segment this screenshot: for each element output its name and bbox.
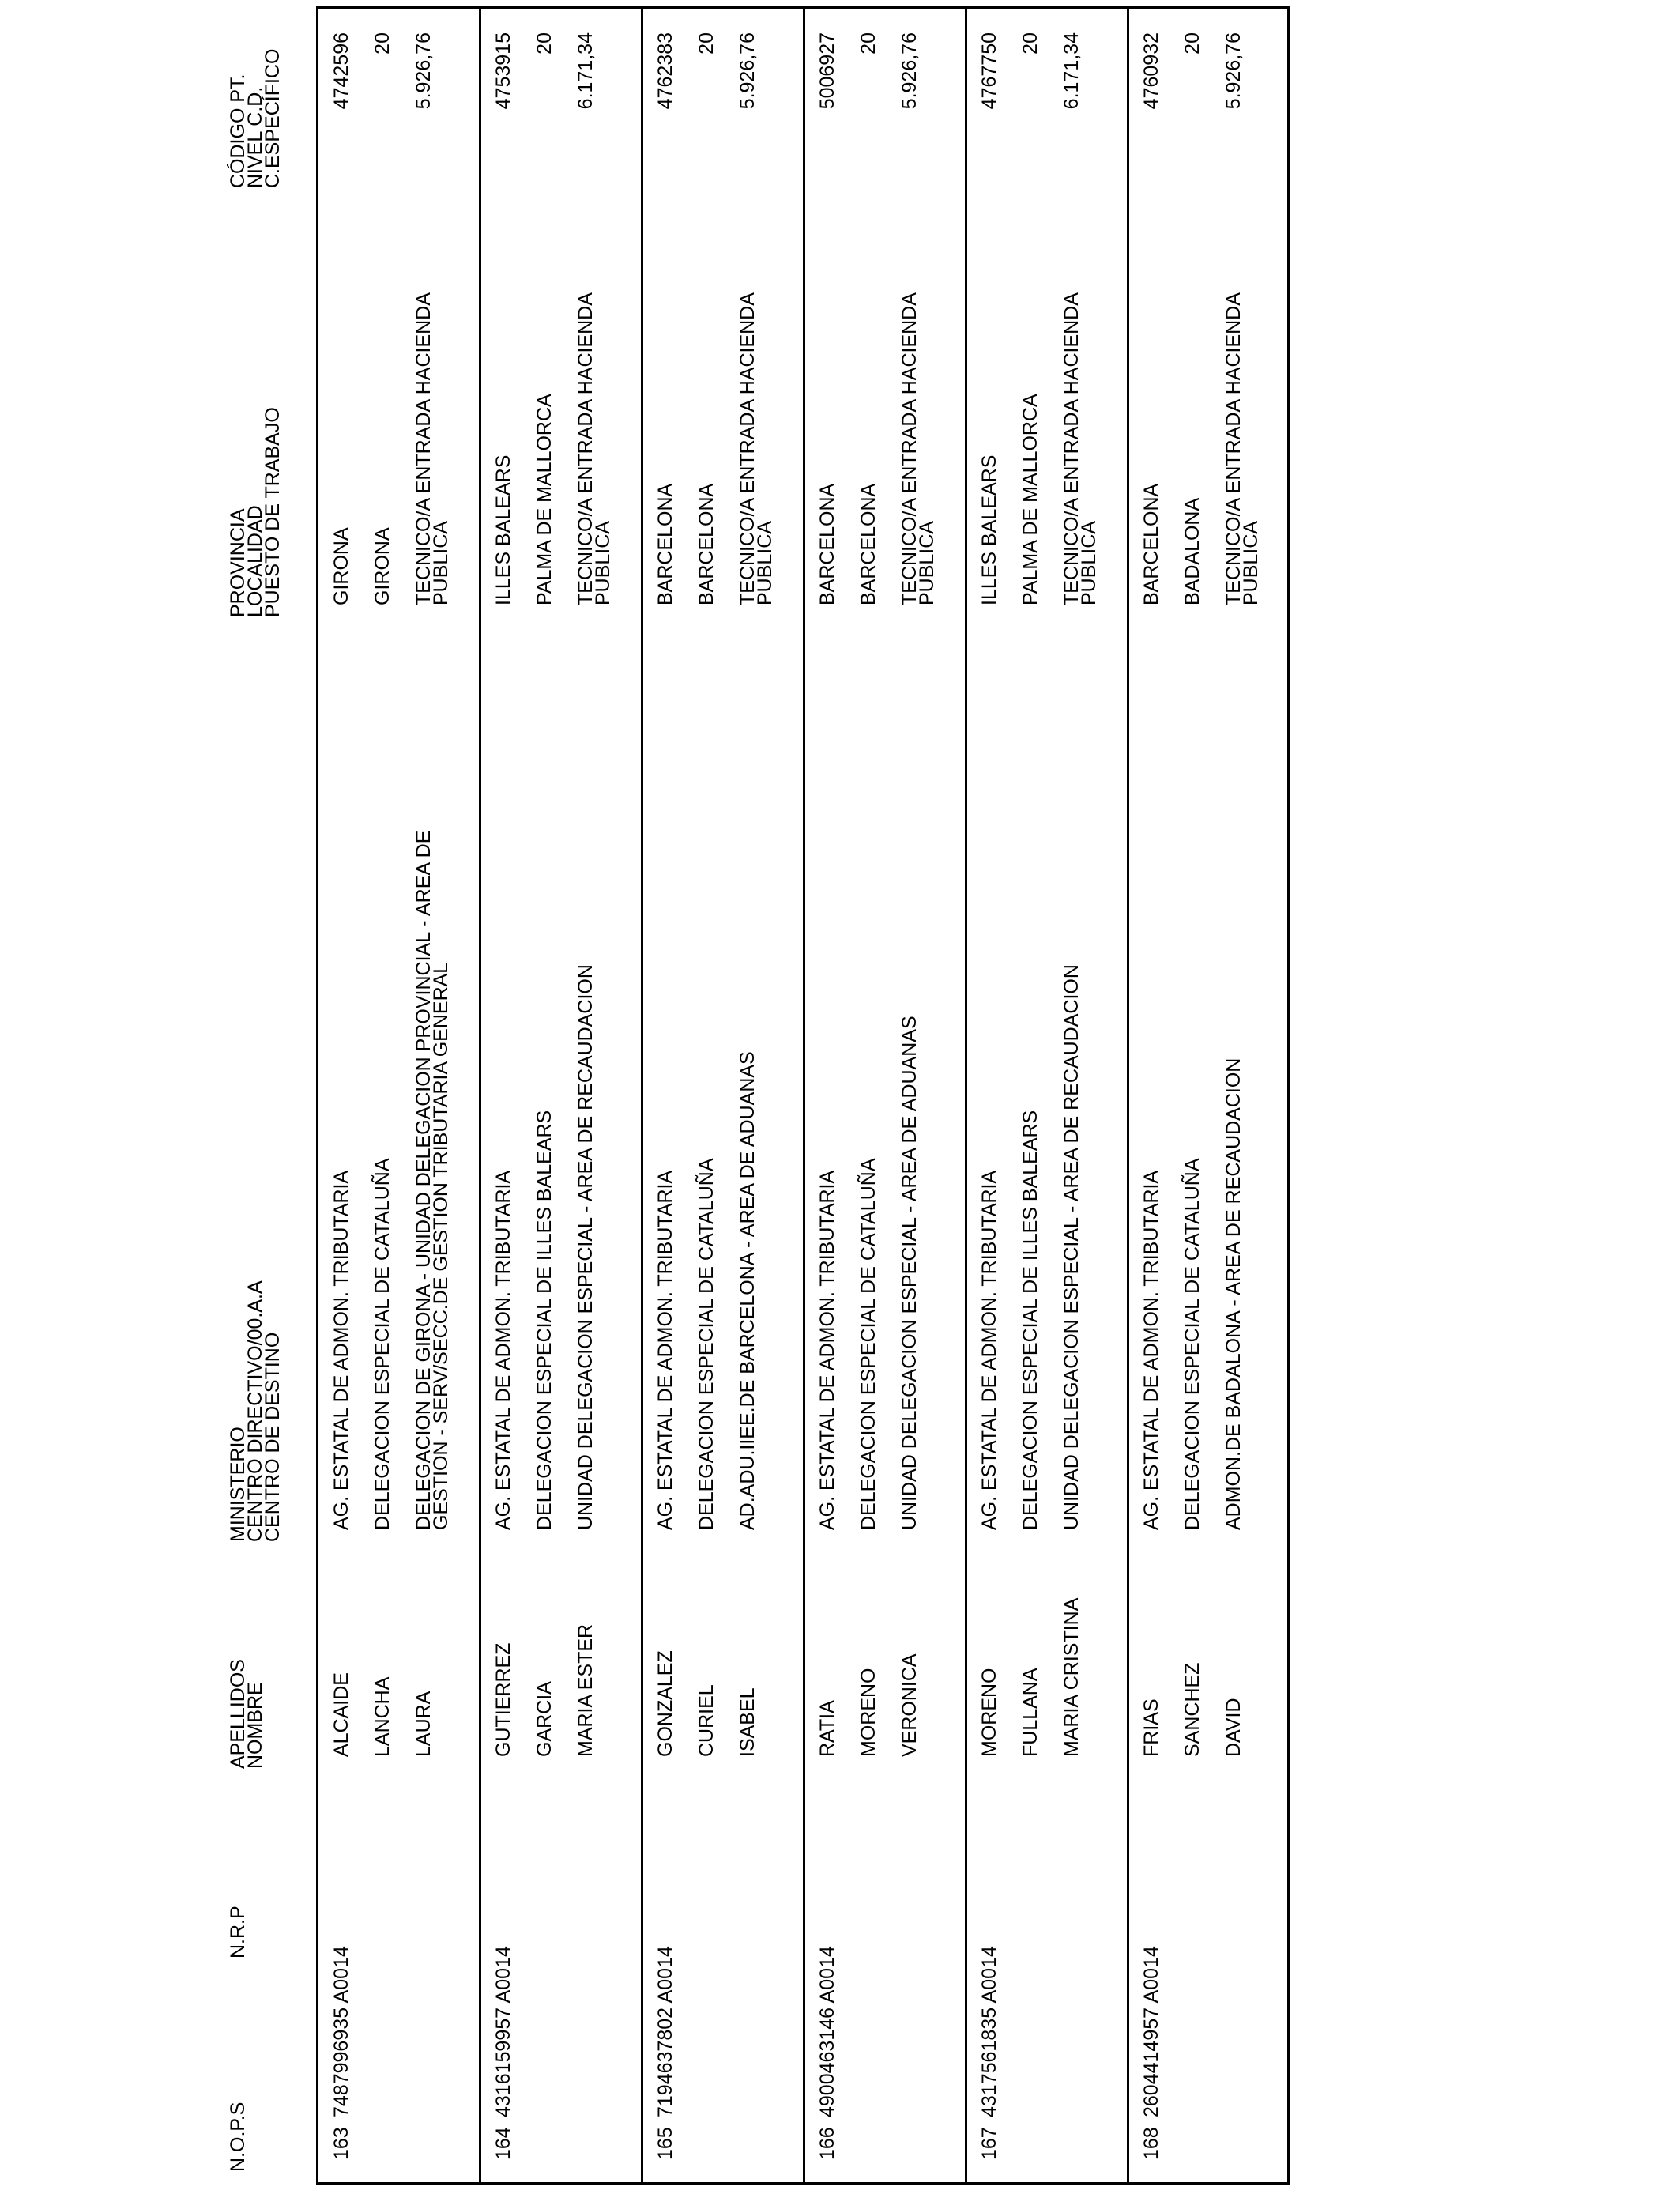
c-especifico: 5.926,76 [412, 32, 435, 110]
centro-destino-1: DELEGACION DE GIRONA - UNIDAD DELEGACION PROVINCIAL - AREA DE [412, 830, 435, 1530]
record-ministerio [1140, 1057, 1245, 1530]
record-nrp: 7194637802 A0014 [654, 1946, 676, 2117]
centro-directivo: DELEGACION ESPECIAL DE CATALUÑA [1181, 1158, 1203, 1530]
first-name: LAURA [412, 1691, 435, 1757]
record-provincia [492, 292, 614, 605]
record-names [816, 1653, 921, 1757]
provincia: BARCELONA [1140, 483, 1162, 605]
record-number: 164 [492, 2127, 514, 2160]
puesto-2: PUBLICA [754, 521, 776, 605]
first-name: MARIA ESTER [574, 1623, 597, 1757]
record-names [1140, 1662, 1245, 1757]
record-provincia [816, 292, 938, 605]
record-number: 166 [816, 2127, 838, 2160]
puesto-1: TECNICO/A ENTRADA HACIENDA [574, 292, 597, 605]
puesto-1: TECNICO/A ENTRADA HACIENDA [1060, 292, 1083, 605]
localidad: PALMA DE MALLORCA [1019, 394, 1042, 605]
puesto-2: PUBLICA [1078, 521, 1100, 605]
record-codigo [1140, 32, 1245, 270]
record-nrp: 2604414957 A0014 [1140, 1946, 1162, 2117]
localidad: BADALONA [1181, 497, 1203, 605]
table-row [318, 9, 480, 2182]
table-row [1128, 9, 1290, 2182]
record-provincia [330, 292, 452, 605]
surname-1: FRIAS [1140, 1698, 1162, 1757]
nivel-cd: 20 [695, 32, 718, 55]
record-nrp: 4316159957 A0014 [492, 1946, 514, 2117]
centro-destino-2: GESTION - SERV/SECC.DE GESTION TRIBUTARIA GENERAL [430, 962, 452, 1530]
centro-directivo: DELEGACION ESPECIAL DE CATALUÑA [371, 1158, 394, 1530]
codigo-pt: 4767750 [978, 32, 1000, 110]
surname-2: CURIEL [695, 1684, 718, 1757]
centro-directivo: DELEGACION ESPECIAL DE CATALUÑA [857, 1158, 880, 1530]
surname-1: GONZALEZ [654, 1650, 676, 1757]
record-number: 168 [1140, 2127, 1162, 2160]
codigo-pt: 4762383 [654, 32, 676, 110]
table-row [804, 9, 966, 2182]
surname-1: RATIA [816, 1700, 838, 1757]
record-ministerio [330, 830, 452, 1530]
nivel-cd: 20 [1019, 32, 1042, 55]
ministerio: AG. ESTATAL DE ADMON. TRIBUTARIA [1140, 1170, 1162, 1530]
record-nrp: 7487996935 A0014 [330, 1946, 352, 2117]
centro-directivo: DELEGACION ESPECIAL DE ILLES BALEARS [533, 1110, 556, 1530]
centro-directivo: DELEGACION ESPECIAL DE CATALUÑA [695, 1158, 718, 1530]
ministerio: AG. ESTATAL DE ADMON. TRIBUTARIA [492, 1170, 514, 1530]
puesto-1: TECNICO/A ENTRADA HACIENDA [1222, 292, 1245, 605]
row-separator [479, 9, 481, 2182]
codigo-pt: 4753915 [492, 32, 514, 110]
table-row [642, 9, 804, 2182]
puesto-1: TECNICO/A ENTRADA HACIENDA [736, 292, 759, 605]
record-ministerio [978, 964, 1083, 1530]
surname-1: MORENO [978, 1668, 1000, 1757]
ministerio: AG. ESTATAL DE ADMON. TRIBUTARIA [978, 1170, 1000, 1530]
row-separator [803, 9, 805, 2182]
codigo-pt: 4742596 [330, 32, 352, 110]
record-ministerio [816, 1016, 921, 1530]
surname-1: ALCAIDE [330, 1672, 352, 1757]
record-number: 167 [978, 2127, 1000, 2160]
record-codigo [492, 32, 597, 270]
table-row [966, 9, 1128, 2182]
record-ministerio [654, 1051, 759, 1530]
puesto-2: PUBLICA [1240, 521, 1262, 605]
c-especifico: 5.926,76 [1222, 32, 1245, 110]
record-codigo [816, 32, 921, 270]
first-name: VERONICA [898, 1653, 921, 1757]
record-names [330, 1672, 435, 1757]
first-name: ISABEL [736, 1687, 759, 1757]
surname-2: LANCHA [371, 1676, 394, 1757]
nivel-cd: 20 [1181, 32, 1203, 55]
puesto-1: TECNICO/A ENTRADA HACIENDA [898, 292, 921, 605]
ministerio: AG. ESTATAL DE ADMON. TRIBUTARIA [330, 1170, 352, 1530]
header-apellidos: APELLIDOS NOMBRE [227, 1659, 266, 1769]
record-codigo [978, 32, 1083, 270]
record-names [654, 1650, 759, 1757]
surname-2: GARCIA [533, 1681, 556, 1757]
header-codigo: CÓDIGO PT. NIVEL C.D. C.ESPECÍFICO [227, 48, 284, 188]
centro-destino-1: AD.ADU.IIEE.DE BARCELONA - AREA DE ADUANAS [736, 1051, 759, 1530]
surname-2: FULLANA [1019, 1668, 1042, 1757]
localidad: PALMA DE MALLORCA [533, 394, 556, 605]
provincia: BARCELONA [654, 483, 676, 605]
puesto-2: PUBLICA [916, 521, 938, 605]
centro-destino-1: UNIDAD DELEGACION ESPECIAL - AREA DE ADUANAS [898, 1016, 921, 1530]
centro-directivo: DELEGACION ESPECIAL DE ILLES BALEARS [1019, 1110, 1042, 1530]
record-codigo [654, 32, 759, 270]
centro-destino-1: ADMON.DE BADALONA - AREA DE RECAUDACION [1222, 1057, 1245, 1530]
row-separator [965, 9, 967, 2182]
puesto-1: TECNICO/A ENTRADA HACIENDA [412, 292, 435, 605]
record-ministerio [492, 964, 597, 1530]
records-table [316, 6, 1290, 2185]
nivel-cd: 20 [371, 32, 394, 55]
record-names [492, 1623, 597, 1757]
record-provincia [1140, 292, 1262, 605]
localidad: BARCELONA [695, 483, 718, 605]
provincia: BARCELONA [816, 483, 838, 605]
row-separator [1127, 9, 1129, 2182]
localidad: BARCELONA [857, 483, 880, 605]
record-names [978, 1597, 1083, 1757]
record-provincia [978, 292, 1100, 605]
c-especifico: 6.171,34 [1060, 32, 1083, 110]
header-nops: N.O.P.S [227, 2102, 249, 2172]
table-row [480, 9, 642, 2182]
puesto-2: PUBLICA [592, 521, 614, 605]
ministerio: AG. ESTATAL DE ADMON. TRIBUTARIA [816, 1170, 838, 1530]
codigo-pt: 5006927 [816, 32, 838, 110]
puesto-2: PUBLICA [430, 521, 452, 605]
provincia: GIRONA [330, 527, 352, 605]
c-especifico: 6.171,34 [574, 32, 597, 110]
localidad: GIRONA [371, 527, 394, 605]
row-separator [641, 9, 643, 2182]
surname-1: GUTIERREZ [492, 1642, 514, 1757]
surname-2: SANCHEZ [1181, 1662, 1203, 1757]
record-number: 165 [654, 2127, 676, 2160]
nivel-cd: 20 [533, 32, 556, 55]
provincia: ILLES BALEARS [978, 454, 1000, 605]
surname-2: MORENO [857, 1668, 880, 1757]
header-ministerio: MINISTERIO CENTRO DIRECTIVO/00.A.A CENTRO DE DESTINO [227, 1280, 284, 1542]
centro-destino-1: UNIDAD DELEGACION ESPECIAL - AREA DE RECAUDACION [574, 964, 597, 1530]
record-number: 163 [330, 2127, 352, 2160]
first-name: DAVID [1222, 1698, 1245, 1757]
first-name: MARIA CRISTINA [1060, 1597, 1083, 1757]
nivel-cd: 20 [857, 32, 880, 55]
record-nrp: 4317561835 A0014 [978, 1946, 1000, 2117]
centro-destino-1: UNIDAD DELEGACION ESPECIAL - AREA DE RECAUDACION [1060, 964, 1083, 1530]
provincia: ILLES BALEARS [492, 454, 514, 605]
header-nrp: N.R.P [227, 1906, 249, 1958]
codigo-pt: 4760932 [1140, 32, 1162, 110]
c-especifico: 5.926,76 [736, 32, 759, 110]
c-especifico: 5.926,76 [898, 32, 921, 110]
record-nrp: 4900463146 A0014 [816, 1946, 838, 2117]
ministerio: AG. ESTATAL DE ADMON. TRIBUTARIA [654, 1170, 676, 1530]
header-provincia: PROVINCIA LOCALIDAD PUESTO DE TRABAJO [227, 407, 284, 617]
record-provincia [654, 292, 776, 605]
record-codigo [330, 32, 435, 270]
